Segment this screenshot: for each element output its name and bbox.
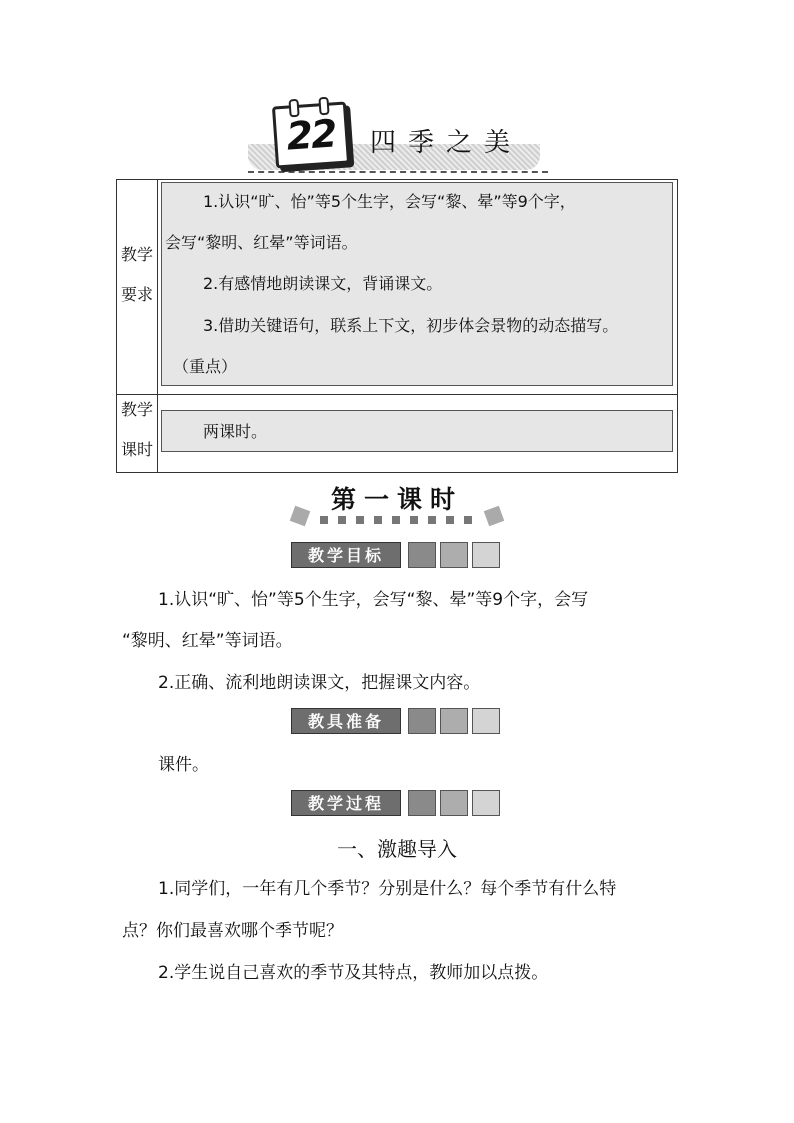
requirement-line: 3.借助关键语句，联系上下文，初步体会景物的动态描写。 xyxy=(203,316,619,335)
section-title: 第一课时 xyxy=(330,485,463,514)
goal-line: “黎明、红晕”等词语。 xyxy=(122,631,293,651)
lesson-number: 22 xyxy=(285,111,337,159)
materials-text: 课件。 xyxy=(158,755,209,775)
materials-tag xyxy=(291,708,505,736)
requirements-label: 教学 要求 xyxy=(117,243,157,307)
goal-line: 1.认识“旷、怡”等5个生字，会写“黎、晕”等9个字，会写 xyxy=(158,590,589,610)
requirement-line: 1.认识“旷、怡”等5个生字，会写“黎、晕”等9个字， xyxy=(203,192,576,211)
process-step-heading: 一、激趣导入 xyxy=(337,837,457,861)
requirements-table xyxy=(116,179,678,473)
process-tag-label: 教学过程 xyxy=(291,790,401,816)
calendar-icon xyxy=(272,101,350,168)
process-tag xyxy=(291,790,505,818)
class-hours-label: 教学 课时 xyxy=(117,398,157,462)
header-divider xyxy=(248,171,548,173)
lesson-header xyxy=(248,100,548,178)
process-line: 2.学生说自己喜欢的季节及其特点，教师加以点拨。 xyxy=(158,963,549,983)
materials-tag-label: 教具准备 xyxy=(291,708,401,734)
requirement-line: （重点） xyxy=(173,357,238,376)
goal-line: 2.正确、流利地朗读课文，把握课文内容。 xyxy=(158,673,481,693)
section-title-decoration xyxy=(290,508,504,530)
goals-tag xyxy=(291,542,505,570)
requirement-line: 会写“黎明、红晕”等词语。 xyxy=(165,233,358,252)
process-line: 1.同学们，一年有几个季节？分别是什么？每个季节有什么特 xyxy=(158,879,617,899)
process-line: 点？你们最喜欢哪个季节呢？ xyxy=(122,921,343,941)
goals-tag-label: 教学目标 xyxy=(291,542,401,568)
lesson-title: 四季之美 xyxy=(370,128,523,158)
class-hours-text: 两课时。 xyxy=(203,422,268,441)
requirement-line: 2.有感情地朗读课文，背诵课文。 xyxy=(203,274,443,293)
